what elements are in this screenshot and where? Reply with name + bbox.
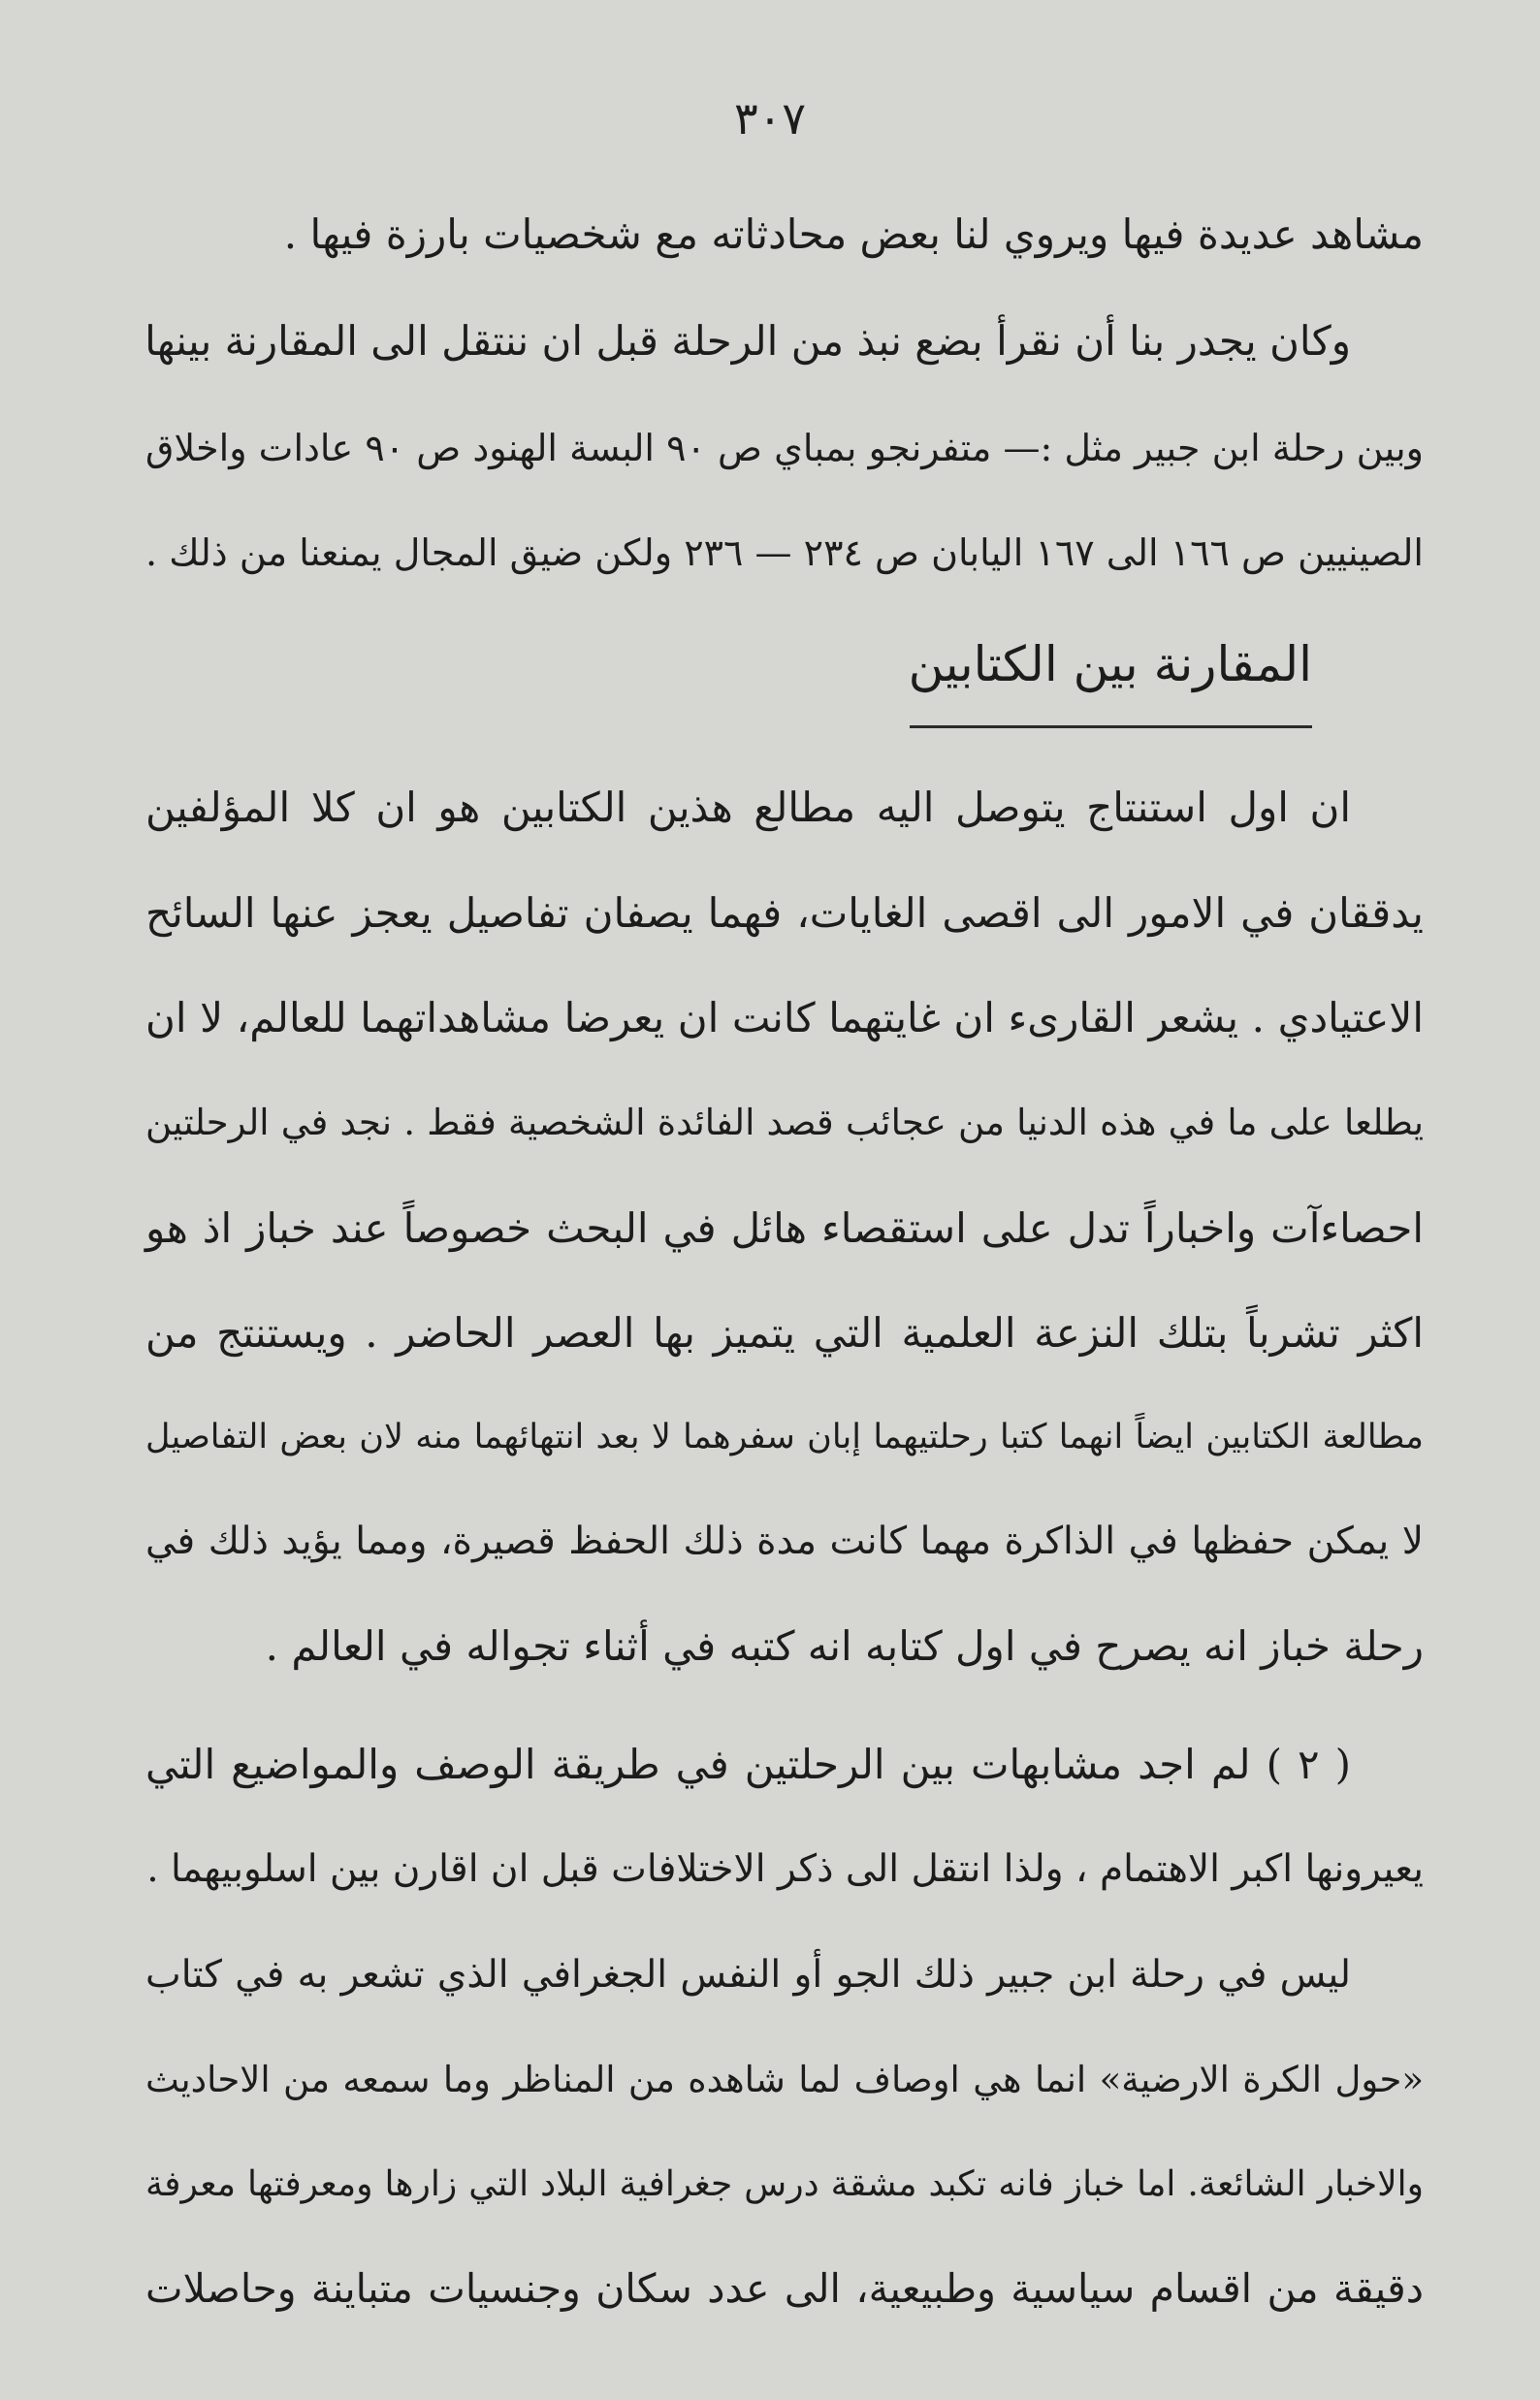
text-line: اكثر تشرباً بتلك النزعة العلمية التي يتميز بها العصر الحاضر . ويستنتج من: [145, 1309, 1424, 1357]
section-heading: المقارنة بين الكتابين: [908, 636, 1312, 692]
text-line: ليس في رحلة ابن جبير ذلك الجو أو النفس الجغرافي الذي تشعر به في كتاب: [145, 1953, 1351, 1997]
text-line: يدققان في الامور الى اقصى الغايات، فهما يصفان تفاصيل يعجز عنها السائح: [145, 889, 1424, 937]
text-line: وبين رحلة ابن جبير مثل :— متفرنجو بمباي ص ٩٠ البسة الهنود ص ٩٠ عادات واخلاق: [145, 427, 1425, 469]
text-line: الصينيين ص ١٦٦ الى ١٦٧ اليابان ص ٢٣٤ — ٢٣٦ ولكن ضيق المجال يمنعنا من ذلك .: [145, 531, 1424, 574]
text-line: ( ٢ ) لم اجد مشابهات بين الرحلتين في طريقة الوصف والمواضيع التي: [145, 1741, 1351, 1788]
text-line: ان اول استنتاج يتوصل اليه مطالع هذين الكتابين هو ان كلا المؤلفين: [145, 784, 1351, 831]
page-number: ٣٠٧: [733, 92, 807, 144]
heading-underline: [910, 725, 1312, 728]
text-line: الاعتيادي . يشعر القارىء ان غايتهما كانت ان يعرضا مشاهداتهما للعالم، لا ان: [145, 994, 1424, 1041]
text-line: مشاهد عديدة فيها ويروي لنا بعض محادثاته مع شخصيات بارزة فيها .: [283, 210, 1424, 258]
text-line: احصاءآت واخباراً تدل على استقصاء هائل في البحث خصوصاً عند خباز اذ هو: [145, 1204, 1424, 1252]
text-line: والاخبار الشائعة. اما خباز فانه تكبد مشقة درس جغرافية البلاد التي زارها ومعرفتها معرفة: [145, 2164, 1424, 2204]
text-line: مطالعة الكتابين ايضاً انهما كتبا رحلتيهما إبان سفرهما لا بعد انتهائهما منه لان بعض التفاصيل: [145, 1418, 1424, 1456]
text-line: يعيرونها اكبر الاهتمام ، ولذا انتقل الى ذكر الاختلافات قبل ان اقارن بين اسلوبيهما .: [146, 1847, 1424, 1891]
text-line: دقيقة من اقسام سياسية وطبيعية، الى عدد سكان وجنسيات متباينة وحاصلات: [145, 2265, 1424, 2312]
text-line: رحلة خباز انه يصرح في اول كتابه انه كتبه في أثناء تجواله في العالم .: [265, 1622, 1424, 1670]
text-line: لا يمكن حفظها في الذاكرة مهما كانت مدة ذلك الحفظ قصيرة، ومما يؤيد ذلك في: [145, 1520, 1424, 1563]
text-line: «حول الكرة الارضية» انما هي اوصاف لما شاهده من المناظر وما سمعه من الاحاديث: [145, 2059, 1424, 2100]
text-line: وكان يجدر بنا أن نقرأ بضع نبذ من الرحلة قبل ان ننتقل الى المقارنة بينها: [144, 317, 1351, 365]
text-line: يطلعا على ما في هذه الدنيا من عجائب قصد الفائدة الشخصية فقط . نجد في الرحلتين: [145, 1102, 1424, 1143]
